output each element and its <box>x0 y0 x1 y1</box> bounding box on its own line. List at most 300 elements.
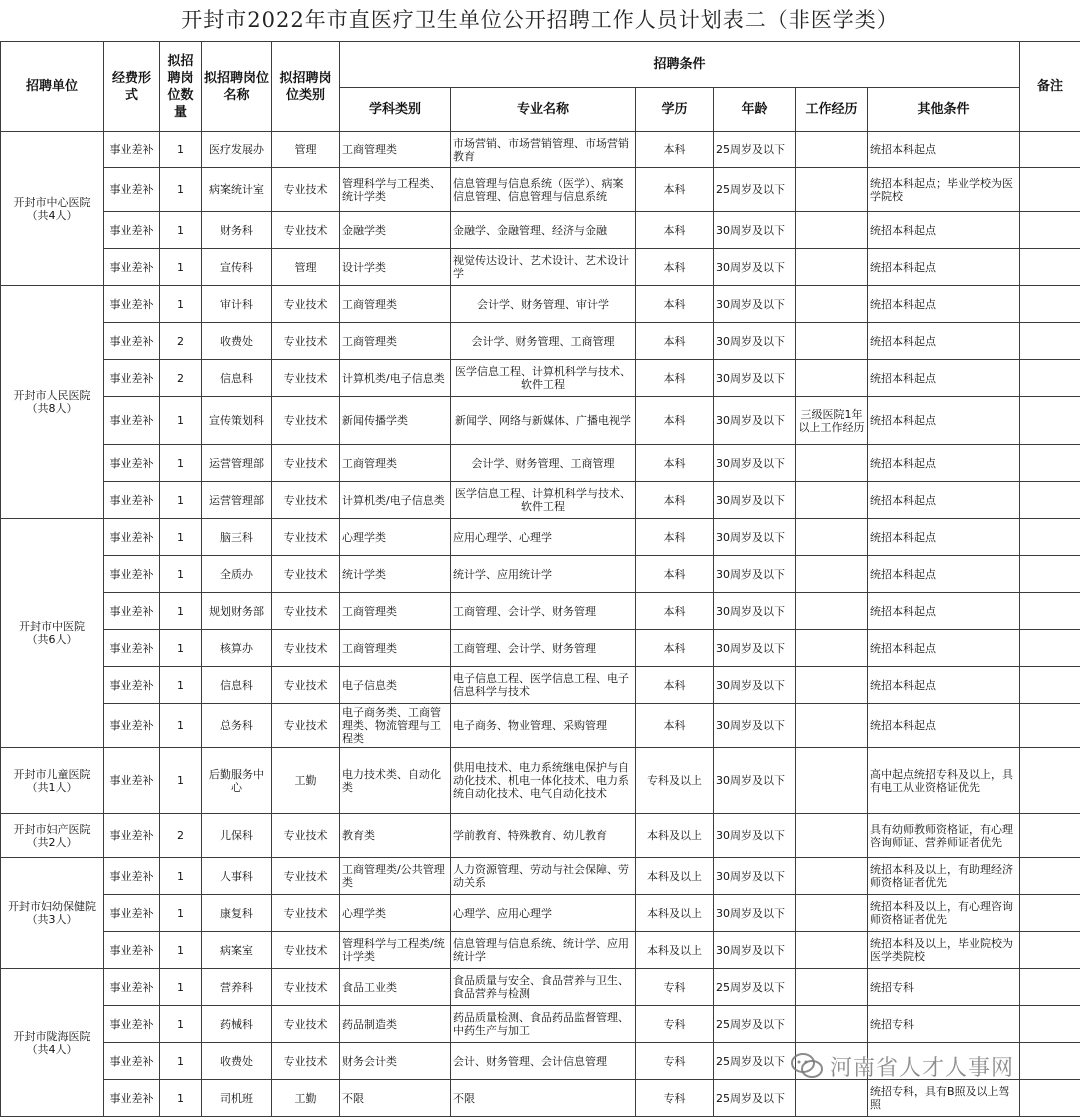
table-row <box>1 556 1080 593</box>
age-cell: 30周岁及以下 <box>714 249 796 286</box>
education-cell: 本科 <box>636 323 714 360</box>
count-cell: 1 <box>160 519 202 556</box>
other-cell: 统招本科起点；毕业学校为医学院校 <box>868 168 1020 212</box>
experience-cell <box>796 360 868 397</box>
post-type-cell: 专业技术 <box>272 445 340 482</box>
count-cell: 1 <box>160 593 202 630</box>
subject-cell: 管理科学与工程类/统计学类 <box>340 932 451 969</box>
funding-cell: 事业差补 <box>104 482 160 519</box>
note-cell <box>1020 593 1080 630</box>
count-cell: 1 <box>160 748 202 814</box>
major-cell: 学前教育、特殊教育、幼儿教育 <box>451 814 636 858</box>
education-cell: 本科 <box>636 168 714 212</box>
other-cell: 统招本科起点 <box>868 519 1020 556</box>
post-type-cell: 专业技术 <box>272 593 340 630</box>
major-cell: 医学信息工程、计算机科学与技术、软件工程 <box>451 360 636 397</box>
table-row <box>1 932 1080 969</box>
note-cell <box>1020 630 1080 667</box>
subject-cell: 统计学类 <box>340 556 451 593</box>
subject-cell: 电子信息类 <box>340 667 451 704</box>
table-row <box>1 323 1080 360</box>
age-cell: 25周岁及以下 <box>714 1006 796 1043</box>
count-cell: 1 <box>160 397 202 445</box>
major-cell: 应用心理学、心理学 <box>451 519 636 556</box>
post-type-cell: 专业技术 <box>272 667 340 704</box>
table-row <box>1 895 1080 932</box>
age-cell: 25周岁及以下 <box>714 168 796 212</box>
header-post-type: 拟招聘岗位类别 <box>272 42 340 132</box>
subject-cell: 计算机类/电子信息类 <box>340 482 451 519</box>
experience-cell <box>796 858 868 895</box>
major-cell: 新闻学、网络与新媒体、广播电视学 <box>451 397 636 445</box>
post-name-cell: 宣传策划科 <box>202 397 272 445</box>
other-cell: 统招本科起点 <box>868 249 1020 286</box>
experience-cell <box>796 519 868 556</box>
funding-cell: 事业差补 <box>104 132 160 168</box>
other-cell: 统招本科起点 <box>868 397 1020 445</box>
experience-cell: 三级医院1年以上工作经历 <box>796 397 868 445</box>
count-cell: 1 <box>160 667 202 704</box>
post-name-cell: 运营管理部 <box>202 445 272 482</box>
education-cell: 专科 <box>636 969 714 1006</box>
post-type-cell: 专业技术 <box>272 704 340 748</box>
table-body <box>1 132 1080 1117</box>
age-cell: 25周岁及以下 <box>714 969 796 1006</box>
education-cell: 本科 <box>636 249 714 286</box>
age-cell: 30周岁及以下 <box>714 445 796 482</box>
note-cell <box>1020 932 1080 969</box>
subject-cell: 计算机类/电子信息类 <box>340 360 451 397</box>
post-name-cell: 药械科 <box>202 1006 272 1043</box>
education-cell: 本科 <box>636 360 714 397</box>
note-cell <box>1020 168 1080 212</box>
other-cell: 高中起点统招专科及以上，具有电工从业资格证优先 <box>868 748 1020 814</box>
post-type-cell: 专业技术 <box>272 212 340 249</box>
table-row <box>1 1043 1080 1080</box>
age-cell: 30周岁及以下 <box>714 704 796 748</box>
watermark-text: 河南省人才人事网 <box>830 1051 1014 1082</box>
subject-cell: 心理学类 <box>340 519 451 556</box>
post-name-cell: 全质办 <box>202 556 272 593</box>
age-cell: 30周岁及以下 <box>714 593 796 630</box>
unit-cell: 开封市妇产医院 （共2人） <box>1 814 104 858</box>
subject-cell: 不限 <box>340 1080 451 1117</box>
table-row <box>1 482 1080 519</box>
note-cell <box>1020 1043 1080 1080</box>
age-cell: 30周岁及以下 <box>714 748 796 814</box>
note-cell <box>1020 445 1080 482</box>
age-cell: 30周岁及以下 <box>714 212 796 249</box>
post-type-cell: 工勤 <box>272 1080 340 1117</box>
subject-cell: 金融学类 <box>340 212 451 249</box>
table-row <box>1 748 1080 814</box>
count-cell: 1 <box>160 482 202 519</box>
note-cell <box>1020 895 1080 932</box>
post-type-cell: 管理 <box>272 132 340 168</box>
subject-cell: 管理科学与工程类、统计学类 <box>340 168 451 212</box>
funding-cell: 事业差补 <box>104 814 160 858</box>
post-type-cell: 专业技术 <box>272 895 340 932</box>
count-cell: 1 <box>160 212 202 249</box>
education-cell: 本科及以上 <box>636 814 714 858</box>
funding-cell: 事业差补 <box>104 1043 160 1080</box>
table-row <box>1 593 1080 630</box>
major-cell: 信息管理与信息系统（医学）、病案信息管理、信息管理与信息系统 <box>451 168 636 212</box>
count-cell: 1 <box>160 556 202 593</box>
post-type-cell: 专业技术 <box>272 814 340 858</box>
major-cell: 心理学、应用心理学 <box>451 895 636 932</box>
experience-cell <box>796 556 868 593</box>
table-row <box>1 397 1080 445</box>
header-age: 年龄 <box>714 88 796 132</box>
table-row <box>1 286 1080 323</box>
subject-cell: 工商管理类/公共管理类 <box>340 858 451 895</box>
other-cell: 具有幼师教师资格证，有心理咨询师证、营养师证者优先 <box>868 814 1020 858</box>
age-cell: 30周岁及以下 <box>714 482 796 519</box>
subject-cell: 工商管理类 <box>340 593 451 630</box>
post-type-cell: 专业技术 <box>272 858 340 895</box>
education-cell: 本科 <box>636 212 714 249</box>
experience-cell <box>796 445 868 482</box>
funding-cell: 事业差补 <box>104 858 160 895</box>
education-cell: 本科及以上 <box>636 858 714 895</box>
note-cell <box>1020 397 1080 445</box>
funding-cell: 事业差补 <box>104 168 160 212</box>
table-row <box>1 1080 1080 1117</box>
age-cell: 30周岁及以下 <box>714 519 796 556</box>
major-cell: 食品质量与安全、食品营养与卫生、食品营养与检测 <box>451 969 636 1006</box>
post-type-cell: 管理 <box>272 249 340 286</box>
experience-cell <box>796 323 868 360</box>
education-cell: 本科 <box>636 704 714 748</box>
experience-cell <box>796 212 868 249</box>
post-type-cell: 专业技术 <box>272 286 340 323</box>
major-cell: 会计学、财务管理、审计学 <box>451 286 636 323</box>
post-name-cell: 财务科 <box>202 212 272 249</box>
post-name-cell: 收费处 <box>202 1043 272 1080</box>
table-row <box>1 667 1080 704</box>
funding-cell: 事业差补 <box>104 1006 160 1043</box>
experience-cell <box>796 286 868 323</box>
other-cell: 统招本科起点 <box>868 630 1020 667</box>
subject-cell: 财务会计类 <box>340 1043 451 1080</box>
experience-cell <box>796 748 868 814</box>
post-type-cell: 专业技术 <box>272 482 340 519</box>
other-cell: 统招专科 <box>868 1006 1020 1043</box>
major-cell: 供用电技术、电力系统继电保护与自动化技术、机电一体化技术、电力系统自动化技术、电气自动化技术 <box>451 748 636 814</box>
header-experience: 工作经历 <box>796 88 868 132</box>
other-cell: 统招本科及以上，有心理咨询师资格证者优先 <box>868 895 1020 932</box>
experience-cell <box>796 593 868 630</box>
count-cell: 2 <box>160 814 202 858</box>
post-name-cell: 总务科 <box>202 704 272 748</box>
experience-cell <box>796 969 868 1006</box>
post-type-cell: 专业技术 <box>272 519 340 556</box>
count-cell: 1 <box>160 1006 202 1043</box>
experience-cell <box>796 704 868 748</box>
age-cell: 25周岁及以下 <box>714 1080 796 1117</box>
education-cell: 本科 <box>636 132 714 168</box>
note-cell <box>1020 704 1080 748</box>
table-row <box>1 132 1080 168</box>
age-cell: 30周岁及以下 <box>714 397 796 445</box>
education-cell: 专科及以上 <box>636 748 714 814</box>
note-cell <box>1020 212 1080 249</box>
note-cell <box>1020 556 1080 593</box>
major-cell: 统计学、应用统计学 <box>451 556 636 593</box>
header-education: 学历 <box>636 88 714 132</box>
note-cell <box>1020 360 1080 397</box>
subject-cell: 工商管理类 <box>340 630 451 667</box>
unit-cell: 开封市儿童医院 （共1人） <box>1 748 104 814</box>
subject-cell: 心理学类 <box>340 895 451 932</box>
age-cell: 30周岁及以下 <box>714 323 796 360</box>
other-cell <box>868 1043 1020 1080</box>
count-cell: 1 <box>160 168 202 212</box>
education-cell: 专科 <box>636 1043 714 1080</box>
table-row <box>1 249 1080 286</box>
major-cell: 市场营销、市场营销管理、市场营销教育 <box>451 132 636 168</box>
other-cell: 统招专科 <box>868 969 1020 1006</box>
note-cell <box>1020 1006 1080 1043</box>
count-cell: 2 <box>160 360 202 397</box>
count-cell: 1 <box>160 969 202 1006</box>
header-unit: 招聘单位 <box>1 42 104 132</box>
post-type-cell: 专业技术 <box>272 360 340 397</box>
funding-cell: 事业差补 <box>104 445 160 482</box>
age-cell: 30周岁及以下 <box>714 667 796 704</box>
funding-cell: 事业差补 <box>104 932 160 969</box>
experience-cell <box>796 132 868 168</box>
major-cell: 金融学、金融管理、经济与金融 <box>451 212 636 249</box>
note-cell <box>1020 249 1080 286</box>
education-cell: 本科及以上 <box>636 932 714 969</box>
post-name-cell: 康复科 <box>202 895 272 932</box>
note-cell <box>1020 519 1080 556</box>
experience-cell <box>796 168 868 212</box>
funding-cell: 事业差补 <box>104 895 160 932</box>
education-cell: 本科 <box>636 519 714 556</box>
unit-cell: 开封市陇海医院 （共4人） <box>1 969 104 1117</box>
count-cell: 1 <box>160 1080 202 1117</box>
age-cell: 25周岁及以下 <box>714 1043 796 1080</box>
education-cell: 专科 <box>636 1006 714 1043</box>
other-cell: 统招本科起点 <box>868 286 1020 323</box>
other-cell: 统招本科及以上，有助理经济师资格证者优先 <box>868 858 1020 895</box>
count-cell: 1 <box>160 630 202 667</box>
experience-cell <box>796 249 868 286</box>
funding-cell: 事业差补 <box>104 630 160 667</box>
post-name-cell: 脑三科 <box>202 519 272 556</box>
post-name-cell: 儿保科 <box>202 814 272 858</box>
education-cell: 本科 <box>636 667 714 704</box>
major-cell: 电子信息工程、医学信息工程、电子信息科学与技术 <box>451 667 636 704</box>
other-cell: 统招本科起点 <box>868 556 1020 593</box>
note-cell <box>1020 286 1080 323</box>
post-name-cell: 人事科 <box>202 858 272 895</box>
post-name-cell: 运营管理部 <box>202 482 272 519</box>
education-cell: 本科及以上 <box>636 895 714 932</box>
experience-cell <box>796 814 868 858</box>
note-cell <box>1020 482 1080 519</box>
major-cell: 电子商务、物业管理、采购管理 <box>451 704 636 748</box>
major-cell: 会计、财务管理、会计信息管理 <box>451 1043 636 1080</box>
funding-cell: 事业差补 <box>104 556 160 593</box>
education-cell: 本科 <box>636 630 714 667</box>
note-cell <box>1020 748 1080 814</box>
other-cell: 统招本科起点 <box>868 482 1020 519</box>
subject-cell: 药品制造类 <box>340 1006 451 1043</box>
note-cell <box>1020 1080 1080 1117</box>
table-row <box>1 704 1080 748</box>
subject-cell: 教育类 <box>340 814 451 858</box>
table-row <box>1 630 1080 667</box>
header-note: 备注 <box>1020 42 1080 132</box>
funding-cell: 事业差补 <box>104 212 160 249</box>
subject-cell: 工商管理类 <box>340 132 451 168</box>
count-cell: 1 <box>160 1043 202 1080</box>
funding-cell: 事业差补 <box>104 704 160 748</box>
age-cell: 30周岁及以下 <box>714 814 796 858</box>
post-type-cell: 专业技术 <box>272 1043 340 1080</box>
post-name-cell: 后勤服务中心 <box>202 748 272 814</box>
education-cell: 本科 <box>636 482 714 519</box>
table-row <box>1 1006 1080 1043</box>
header-other: 其他条件 <box>868 88 1020 132</box>
funding-cell: 事业差补 <box>104 360 160 397</box>
other-cell: 统招本科及以上，毕业院校为医学类院校 <box>868 932 1020 969</box>
post-name-cell: 信息科 <box>202 360 272 397</box>
table-row <box>1 445 1080 482</box>
count-cell: 1 <box>160 286 202 323</box>
major-cell: 工商管理、会计学、财务管理 <box>451 593 636 630</box>
other-cell: 统招本科起点 <box>868 323 1020 360</box>
table-row <box>1 969 1080 1006</box>
subject-cell: 工商管理类 <box>340 445 451 482</box>
subject-cell: 工商管理类 <box>340 286 451 323</box>
note-cell <box>1020 323 1080 360</box>
note-cell <box>1020 667 1080 704</box>
education-cell: 专科 <box>636 1080 714 1117</box>
subject-cell: 工商管理类 <box>340 323 451 360</box>
subject-cell: 电力技术类、自动化类 <box>340 748 451 814</box>
age-cell: 30周岁及以下 <box>714 556 796 593</box>
post-name-cell: 规划财务部 <box>202 593 272 630</box>
funding-cell: 事业差补 <box>104 969 160 1006</box>
age-cell: 30周岁及以下 <box>714 286 796 323</box>
funding-cell: 事业差补 <box>104 667 160 704</box>
count-cell: 1 <box>160 132 202 168</box>
page-title: 开封市2022年市直医疗卫生单位公开招聘工作人员计划表二（非医学类） <box>0 0 1080 41</box>
post-name-cell: 病案统计室 <box>202 168 272 212</box>
note-cell <box>1020 132 1080 168</box>
other-cell: 统招本科起点 <box>868 704 1020 748</box>
other-cell: 统招本科起点 <box>868 445 1020 482</box>
subject-cell: 电子商务类、工商管理类、物流管理与工程类 <box>340 704 451 748</box>
count-cell: 1 <box>160 858 202 895</box>
experience-cell <box>796 1043 868 1080</box>
age-cell: 30周岁及以下 <box>714 360 796 397</box>
post-type-cell: 专业技术 <box>272 1006 340 1043</box>
education-cell: 本科 <box>636 593 714 630</box>
experience-cell <box>796 630 868 667</box>
post-type-cell: 专业技术 <box>272 397 340 445</box>
note-cell <box>1020 858 1080 895</box>
major-cell: 会计学、财务管理、工商管理 <box>451 323 636 360</box>
education-cell: 本科 <box>636 286 714 323</box>
unit-cell: 开封市中心医院 （共4人） <box>1 132 104 286</box>
major-cell: 信息管理与信息系统、统计学、应用统计学 <box>451 932 636 969</box>
post-type-cell: 专业技术 <box>272 969 340 1006</box>
major-cell: 药品质量检测、食品药品监督管理、中药生产与加工 <box>451 1006 636 1043</box>
funding-cell: 事业差补 <box>104 286 160 323</box>
age-cell: 25周岁及以下 <box>714 132 796 168</box>
count-cell: 2 <box>160 323 202 360</box>
subject-cell: 新闻传播学类 <box>340 397 451 445</box>
other-cell: 统招本科起点 <box>868 667 1020 704</box>
header-funding: 经费形式 <box>104 42 160 132</box>
table-row <box>1 360 1080 397</box>
education-cell: 本科 <box>636 445 714 482</box>
unit-cell: 开封市妇幼保健院 （共3人） <box>1 858 104 969</box>
table-row <box>1 168 1080 212</box>
major-cell: 不限 <box>451 1080 636 1117</box>
age-cell: 30周岁及以下 <box>714 895 796 932</box>
post-type-cell: 专业技术 <box>272 932 340 969</box>
other-cell: 统招本科起点 <box>868 360 1020 397</box>
major-cell: 医学信息工程、计算机科学与技术、软件工程 <box>451 482 636 519</box>
note-cell <box>1020 814 1080 858</box>
post-name-cell: 医疗发展办 <box>202 132 272 168</box>
header-conditions: 招聘条件 <box>340 42 1020 88</box>
age-cell: 30周岁及以下 <box>714 630 796 667</box>
major-cell: 视觉传达设计、艺术设计、艺术设计学 <box>451 249 636 286</box>
education-cell: 本科 <box>636 556 714 593</box>
experience-cell <box>796 667 868 704</box>
post-name-cell: 司机班 <box>202 1080 272 1117</box>
funding-cell: 事业差补 <box>104 1080 160 1117</box>
unit-cell: 开封市中医院 （共6人） <box>1 519 104 748</box>
post-type-cell: 专业技术 <box>272 168 340 212</box>
post-name-cell: 审计科 <box>202 286 272 323</box>
post-type-cell: 专业技术 <box>272 323 340 360</box>
count-cell: 1 <box>160 445 202 482</box>
count-cell: 1 <box>160 249 202 286</box>
table-row <box>1 858 1080 895</box>
other-cell: 统招本科起点 <box>868 593 1020 630</box>
funding-cell: 事业差补 <box>104 249 160 286</box>
post-type-cell: 专业技术 <box>272 556 340 593</box>
other-cell: 统招本科起点 <box>868 212 1020 249</box>
table-row <box>1 814 1080 858</box>
major-cell: 工商管理、会计学、财务管理 <box>451 630 636 667</box>
other-cell: 统招本科起点 <box>868 132 1020 168</box>
header-subject: 学科类别 <box>340 88 451 132</box>
post-name-cell: 收费处 <box>202 323 272 360</box>
post-type-cell: 专业技术 <box>272 630 340 667</box>
experience-cell <box>796 1080 868 1117</box>
subject-cell: 食品工业类 <box>340 969 451 1006</box>
post-name-cell: 营养科 <box>202 969 272 1006</box>
unit-cell: 开封市人民医院 （共8人） <box>1 286 104 519</box>
post-name-cell: 信息科 <box>202 667 272 704</box>
education-cell: 本科 <box>636 397 714 445</box>
recruitment-plan-table <box>0 41 1080 1117</box>
major-cell: 人力资源管理、劳动与社会保障、劳动关系 <box>451 858 636 895</box>
count-cell: 1 <box>160 932 202 969</box>
experience-cell <box>796 895 868 932</box>
age-cell: 30周岁及以下 <box>714 858 796 895</box>
